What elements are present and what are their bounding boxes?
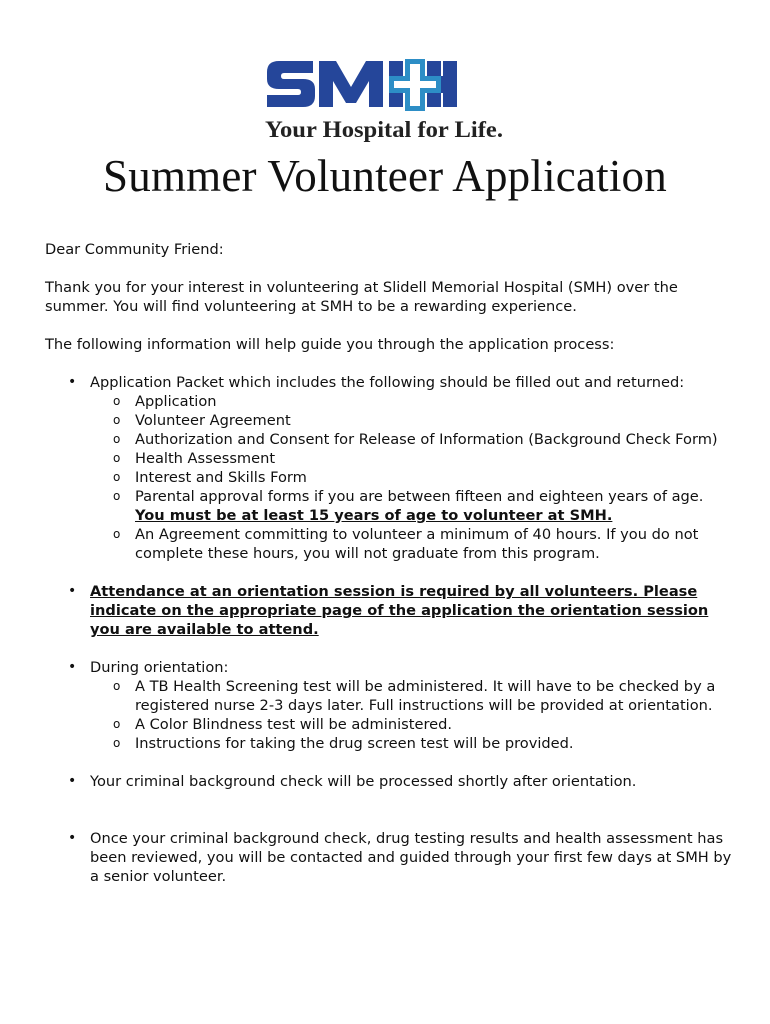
list-item: o Application	[90, 392, 735, 411]
packet-sublist	[90, 392, 735, 563]
attendance-text: Attendance at an orientation session is required by all volunteers. Please indicate on the appropriate page of the application the orientation session you are available to attend.	[90, 583, 709, 638]
greeting: Dear Community Friend:	[45, 241, 224, 258]
list-item: o Authorization and Consent for Release of Information (Background Check Form)	[90, 430, 735, 449]
smh-logo	[265, 57, 505, 147]
list-item-packet	[45, 373, 735, 563]
orientation-text: During orientation:	[90, 659, 229, 676]
list-item: o Interest and Skills Form	[90, 468, 735, 487]
list-item: o Instructions for taking the drug screen test will be provided.	[90, 734, 735, 753]
intro-paragraph: Thank you for your interest in volunteering at Slidell Memorial Hospital (SMH) over the summer. You will find volunteering at SMH to be a rewarding experience.	[45, 279, 678, 315]
letter-body	[45, 240, 735, 905]
logo-tagline: Your Hospital for Life.	[265, 117, 503, 142]
logo-letter-h-right	[443, 61, 457, 107]
logo-letter-h-left	[389, 61, 403, 76]
list-item: o An Agreement committing to volunteer a minimum of 40 hours. If you do not complete these hours, you will not graduate from this program.	[90, 525, 735, 563]
list-item: o A TB Health Screening test will be administered. It will have to be checked by a registered nurse 2-3 days later. Full instructions will be provided at orientation.	[90, 677, 735, 715]
lead-paragraph: The following information will help guide you through the application process:	[45, 336, 615, 353]
list-item-attendance	[45, 582, 735, 639]
list-item-final: • Once your criminal background check, drug testing results and health assessment has been reviewed, you will be contacted and guided through your first few days at SMH by a senior volunteer.	[45, 829, 735, 886]
bullet-list	[45, 373, 735, 886]
list-item-orientation	[45, 658, 735, 753]
parental-text: Parental approval forms if you are between fifteen and eighteen years of age.	[135, 488, 704, 505]
list-item-background: • Your criminal background check will be processed shortly after orientation.	[45, 772, 735, 791]
logo-letter-s	[267, 61, 315, 107]
list-item: o Volunteer Agreement	[90, 411, 735, 430]
list-item-parental	[90, 487, 735, 525]
packet-text: Application Packet which includes the following should be filled out and returned:	[90, 374, 685, 391]
page-title: Summer Volunteer Application	[103, 151, 667, 201]
orientation-sublist	[90, 677, 735, 753]
list-item: o Health Assessment	[90, 449, 735, 468]
age-requirement-note: You must be at least 15 years of age to volunteer at SMH.	[135, 507, 613, 524]
list-item: o A Color Blindness test will be administered.	[90, 715, 735, 734]
logo-letter-m	[319, 61, 383, 107]
